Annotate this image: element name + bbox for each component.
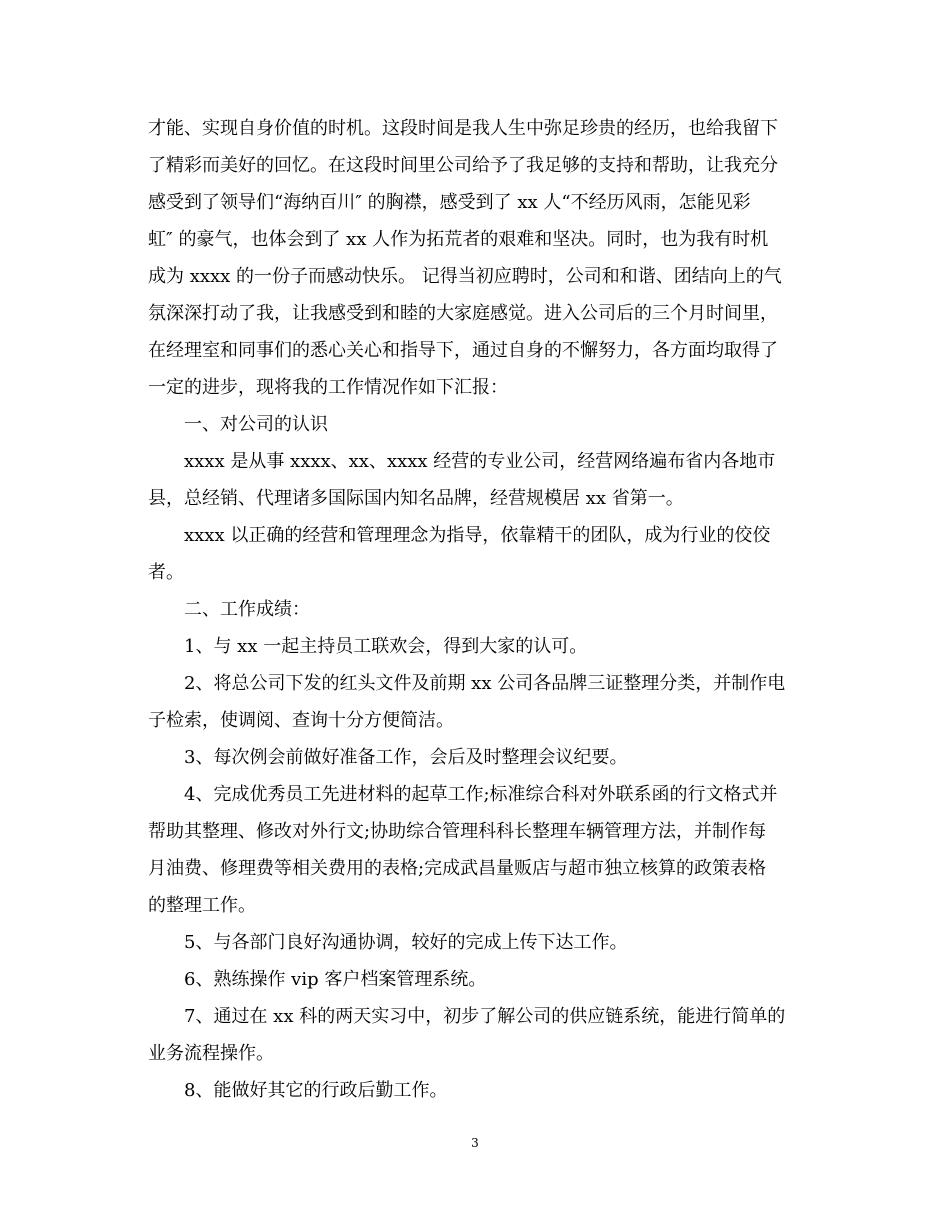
paragraph-line: 在经理室和同事们的悉心关心和指导下，通过自身的不懈努力，各方面均取得了 bbox=[148, 340, 778, 361]
paragraph-line: 才能、实现自身价值的时机。这段时间是我人生中弥足珍贵的经历，也给我留下 bbox=[148, 118, 778, 139]
list-item-continuation: 的整理工作。 bbox=[148, 895, 256, 916]
paragraph-line: 县，总经销、代理诸多国际国内知名品牌，经营规模居 xx 省第一。 bbox=[148, 488, 684, 509]
list-item: 3、每次例会前做好准备工作，会后及时整理会议纪要。 bbox=[184, 747, 628, 768]
paragraph-line: 感受到了领导们“海纳百川″ 的胸襟，感受到了 xx 人“不经历风雨，怎能见彩 bbox=[148, 192, 751, 213]
list-item: 7、通过在 xx 科的两天实习中，初步了解公司的供应链系统，能进行简单的 bbox=[184, 1006, 786, 1027]
list-item: 1、与 xx 一起主持员工联欢会，得到大家的认可。 bbox=[184, 636, 588, 657]
paragraph-line: 了精彩而美好的回忆。在这段时间里公司给予了我足够的支持和帮助，让我充分 bbox=[148, 155, 778, 176]
section-heading: 一、对公司的认识 bbox=[184, 414, 328, 435]
paragraph-line: 氛深深打动了我，让我感受到和睦的大家庭感觉。进入公司后的三个月时间里， bbox=[148, 303, 778, 324]
list-item-continuation: 子检索，使调阅、查询十分方便简洁。 bbox=[148, 710, 454, 731]
paragraph-line: 成为 xxxx 的一份子而感动快乐。 记得当初应聘时，公司和和谐、团结向上的气 bbox=[148, 266, 782, 287]
paragraph-line: 者。 bbox=[148, 562, 184, 583]
list-item-continuation: 业务流程操作。 bbox=[148, 1043, 274, 1064]
page-number: 3 bbox=[471, 1136, 479, 1150]
paragraph-line: 一定的进步，现将我的工作情况作如下汇报： bbox=[148, 377, 508, 398]
list-item: 6、熟练操作 vip 客户档案管理系统。 bbox=[184, 969, 487, 990]
list-item: 2、将总公司下发的红头文件及前期 xx 公司各品牌三证整理分类，并制作电 bbox=[184, 673, 786, 694]
list-item: 5、与各部门良好沟通协调，较好的完成上传下达工作。 bbox=[184, 932, 628, 953]
paragraph-line: 虹″ 的豪气，也体会到了 xx 人作为拓荒者的艰难和坚决。同时，也为我有时机 bbox=[148, 229, 769, 250]
list-item-continuation: 月油费、修理费等相关费用的表格;完成武昌量贩店与超市独立核算的政策表格 bbox=[148, 858, 767, 879]
paragraph-line: xxxx 以正确的经营和管理理念为指导，依靠精干的团队，成为行业的佼佼 bbox=[184, 525, 771, 546]
list-item: 8、能做好其它的行政后勤工作。 bbox=[184, 1080, 448, 1101]
section-heading: 二、工作成绩： bbox=[184, 599, 310, 620]
paragraph-line: xxxx 是从事 xxxx、xx、xxxx 经营的专业公司，经营网络遍布省内各地市 bbox=[184, 451, 776, 472]
list-item: 4、完成优秀员工先进材料的起草工作;标准综合科对外联系函的行文格式并 bbox=[184, 784, 778, 805]
list-item-continuation: 帮助其整理、修改对外行文;协助综合管理科科长整理车辆管理方法，并制作每 bbox=[148, 821, 767, 842]
